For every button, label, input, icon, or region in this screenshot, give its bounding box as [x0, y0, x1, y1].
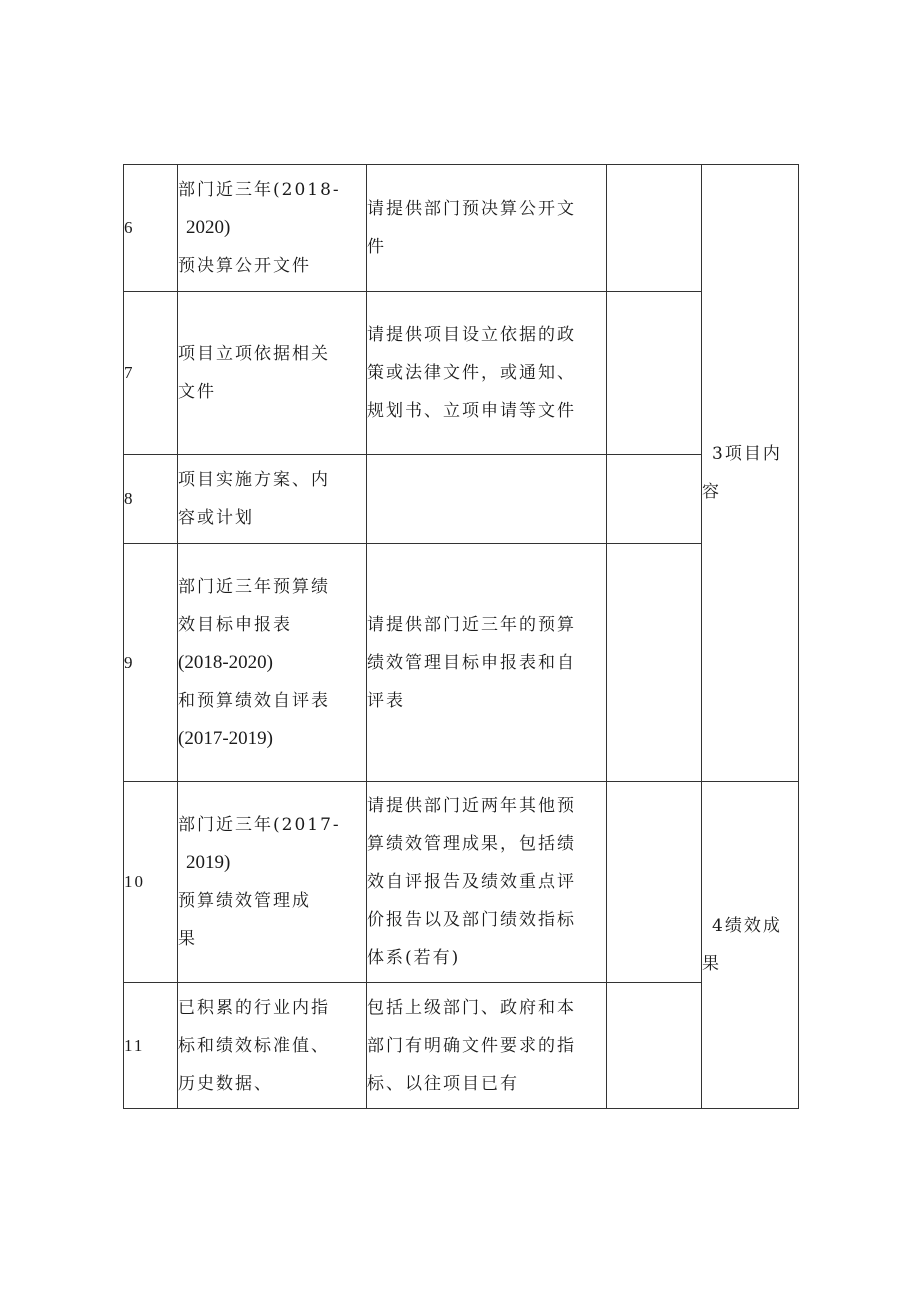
row-number: 6: [124, 165, 178, 292]
category-cell: 3项目内 容: [702, 165, 799, 782]
row-number: 8: [124, 455, 178, 544]
material-name: 已积累的行业内指 标和绩效标准值、 历史数据、: [178, 983, 367, 1109]
note-cell: [607, 782, 702, 983]
table-row: [124, 983, 799, 1109]
material-name: 部门近三年(2018- 2020) 预决算公开文件: [178, 165, 367, 292]
material-name: 项目实施方案、内 容或计划: [178, 455, 367, 544]
category-cell: 4绩效成 果: [702, 782, 799, 1109]
table-row: [124, 455, 799, 544]
row-number: 7: [124, 292, 178, 455]
material-name: 项目立项依据相关 文件: [178, 292, 367, 455]
material-requirement: 请提供部门近三年的预算 绩效管理目标申报表和自 评表: [367, 544, 607, 782]
note-cell: [607, 983, 702, 1109]
table-row: [124, 544, 799, 782]
materials-table: [123, 164, 799, 1109]
table-row: [124, 782, 799, 983]
material-name: 部门近三年预算绩 效目标申报表 (2018-2020) 和预算绩效自评表 (2017-2019): [178, 544, 367, 782]
material-name: 部门近三年(2017- 2019) 预算绩效管理成 果: [178, 782, 367, 983]
note-cell: [607, 455, 702, 544]
note-cell: [607, 165, 702, 292]
row-number: 11: [124, 983, 178, 1109]
row-number: 10: [124, 782, 178, 983]
note-cell: [607, 292, 702, 455]
note-cell: [607, 544, 702, 782]
material-requirement: 请提供部门预决算公开文 件: [367, 165, 607, 292]
material-requirement: [367, 455, 607, 544]
table-row: [124, 165, 799, 292]
table-row: [124, 292, 799, 455]
material-requirement: 请提供项目设立依据的政 策或法律文件，或通知、 规划书、立项申请等文件: [367, 292, 607, 455]
material-requirement: 包括上级部门、政府和本 部门有明确文件要求的指 标、以往项目已有: [367, 983, 607, 1109]
row-number: 9: [124, 544, 178, 782]
material-requirement: 请提供部门近两年其他预 算绩效管理成果，包括绩 效自评报告及绩效重点评 价报告以及部门绩效指标 体系(若有): [367, 782, 607, 983]
